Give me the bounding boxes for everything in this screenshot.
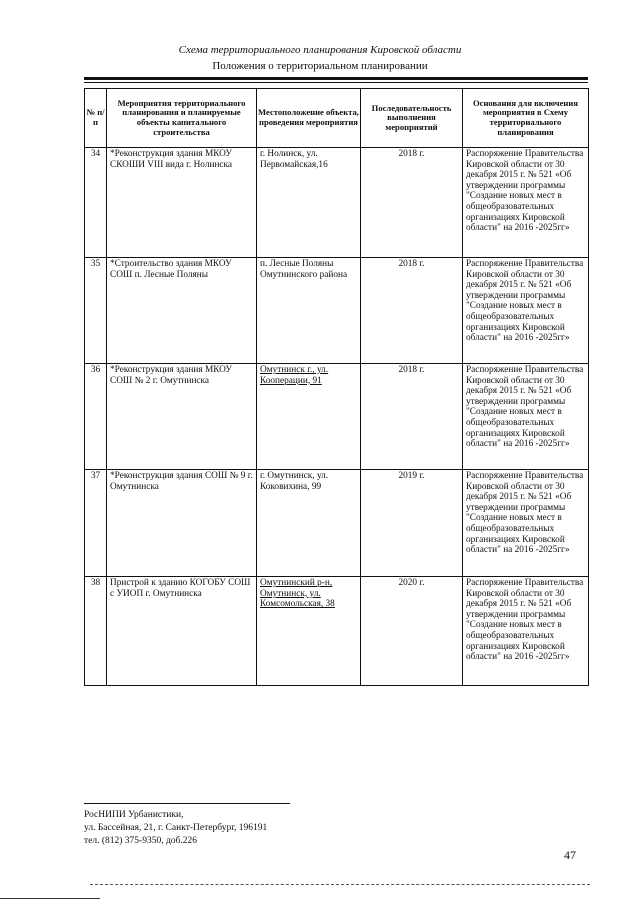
- row-location: г. Омутнинск, ул. Коковихина, 99: [257, 470, 361, 577]
- footer-address: ул. Бассейная, 21, г. Санкт-Петербург, 196191: [84, 823, 268, 833]
- table-row: [85, 470, 589, 577]
- scan-edge-line: [0, 898, 100, 899]
- row-number: 38: [85, 577, 107, 686]
- header-rule-thick: [84, 77, 588, 80]
- row-basis: Распоряжение Правительства Кировской области от 30 декабря 2015 г. № 521 «Об утверждении программы "Создание новых мест в общеобразовательных организациях Кировской области" на 2016 -2025гг»: [463, 258, 589, 364]
- footer-organization: РосНИПИ Урбанистики,: [84, 810, 184, 820]
- table-row: [85, 364, 589, 470]
- row-basis: Распоряжение Правительства Кировской области от 30 декабря 2015 г. № 521 «Об утверждении программы "Создание новых мест в общеобразовательных организациях Кировской области" на 2016 -2025гг»: [463, 148, 589, 258]
- footer-phone: тел. (812) 375-9350, доб.226: [84, 836, 198, 846]
- row-number: 36: [85, 364, 107, 470]
- row-number: 34: [85, 148, 107, 258]
- document-subtitle: Положения о территориальном планировании: [212, 60, 428, 72]
- header-rule-thin: [84, 82, 588, 83]
- column-header-measure: Мероприятия территориального планирования и планируемые объекты капитального строительства: [107, 89, 257, 148]
- row-year: 2018 г.: [361, 364, 463, 470]
- row-measure: *Строительство здания МКОУ СОШ п. Лесные Поляны: [107, 258, 257, 364]
- row-measure: Пристрой к зданию КОГОБУ СОШ с УИОП г. Омутнинска: [107, 577, 257, 686]
- page-number: 47: [564, 848, 576, 862]
- row-location-link: Омутнинск г., ул. Кооперации, 91: [260, 365, 329, 386]
- row-basis: Распоряжение Правительства Кировской области от 30 декабря 2015 г. № 521 «Об утверждении программы "Создание новых мест в общеобразовательных организациях Кировской области" на 2016 -2025гг»: [463, 364, 589, 470]
- row-location-link: Омутнинский р-н, Омутнинск, ул. Комсомольская, 38: [260, 578, 335, 610]
- row-location: г. Нолинск, ул. Первомайская,16: [257, 148, 361, 258]
- row-measure: *Реконструкция здания МКОУ СКОШИ VIII вида г. Нолинска: [107, 148, 257, 258]
- row-year: 2019 г.: [361, 470, 463, 577]
- footer-rule: [84, 803, 290, 804]
- row-number: 37: [85, 470, 107, 577]
- column-header-sequence: Последовательность выполнения мероприятий: [361, 89, 463, 148]
- row-location: [257, 577, 361, 686]
- row-year: 2020 г.: [361, 577, 463, 686]
- row-year: 2018 г.: [361, 258, 463, 364]
- row-location: [257, 364, 361, 470]
- column-header-basis: Основания для включения мероприятия в Схему территориального планирования: [463, 89, 589, 148]
- table-row: [85, 577, 589, 686]
- document-title: Схема территориального планирования Кировской области: [178, 44, 462, 56]
- row-basis: Распоряжение Правительства Кировской области от 30 декабря 2015 г. № 521 «Об утверждении программы "Создание новых мест в общеобразовательных организациях Кировской области" на 2016 -2025гг»: [463, 577, 589, 686]
- row-basis: Распоряжение Правительства Кировской области от 30 декабря 2015 г. № 521 «Об утверждении программы "Создание новых мест в общеобразовательных организациях Кировской области" на 2016 -2025гг»: [463, 470, 589, 577]
- row-location: п. Лесные Поляны Омутнинского района: [257, 258, 361, 364]
- column-header-number: № п/п: [85, 89, 107, 148]
- measures-table: [84, 88, 589, 686]
- table-row: [85, 148, 589, 258]
- row-measure: *Реконструкция здания СОШ № 9 г. Омутнинска: [107, 470, 257, 577]
- column-header-location: Местоположение объекта, проведения мероприятия: [257, 89, 361, 148]
- table-header-row: [85, 89, 589, 148]
- row-year: 2018 г.: [361, 148, 463, 258]
- row-measure: *Реконструкция здания МКОУ СОШ № 2 г. Омутнинска: [107, 364, 257, 470]
- table-row: [85, 258, 589, 364]
- scan-dash-line: [90, 884, 590, 885]
- row-number: 35: [85, 258, 107, 364]
